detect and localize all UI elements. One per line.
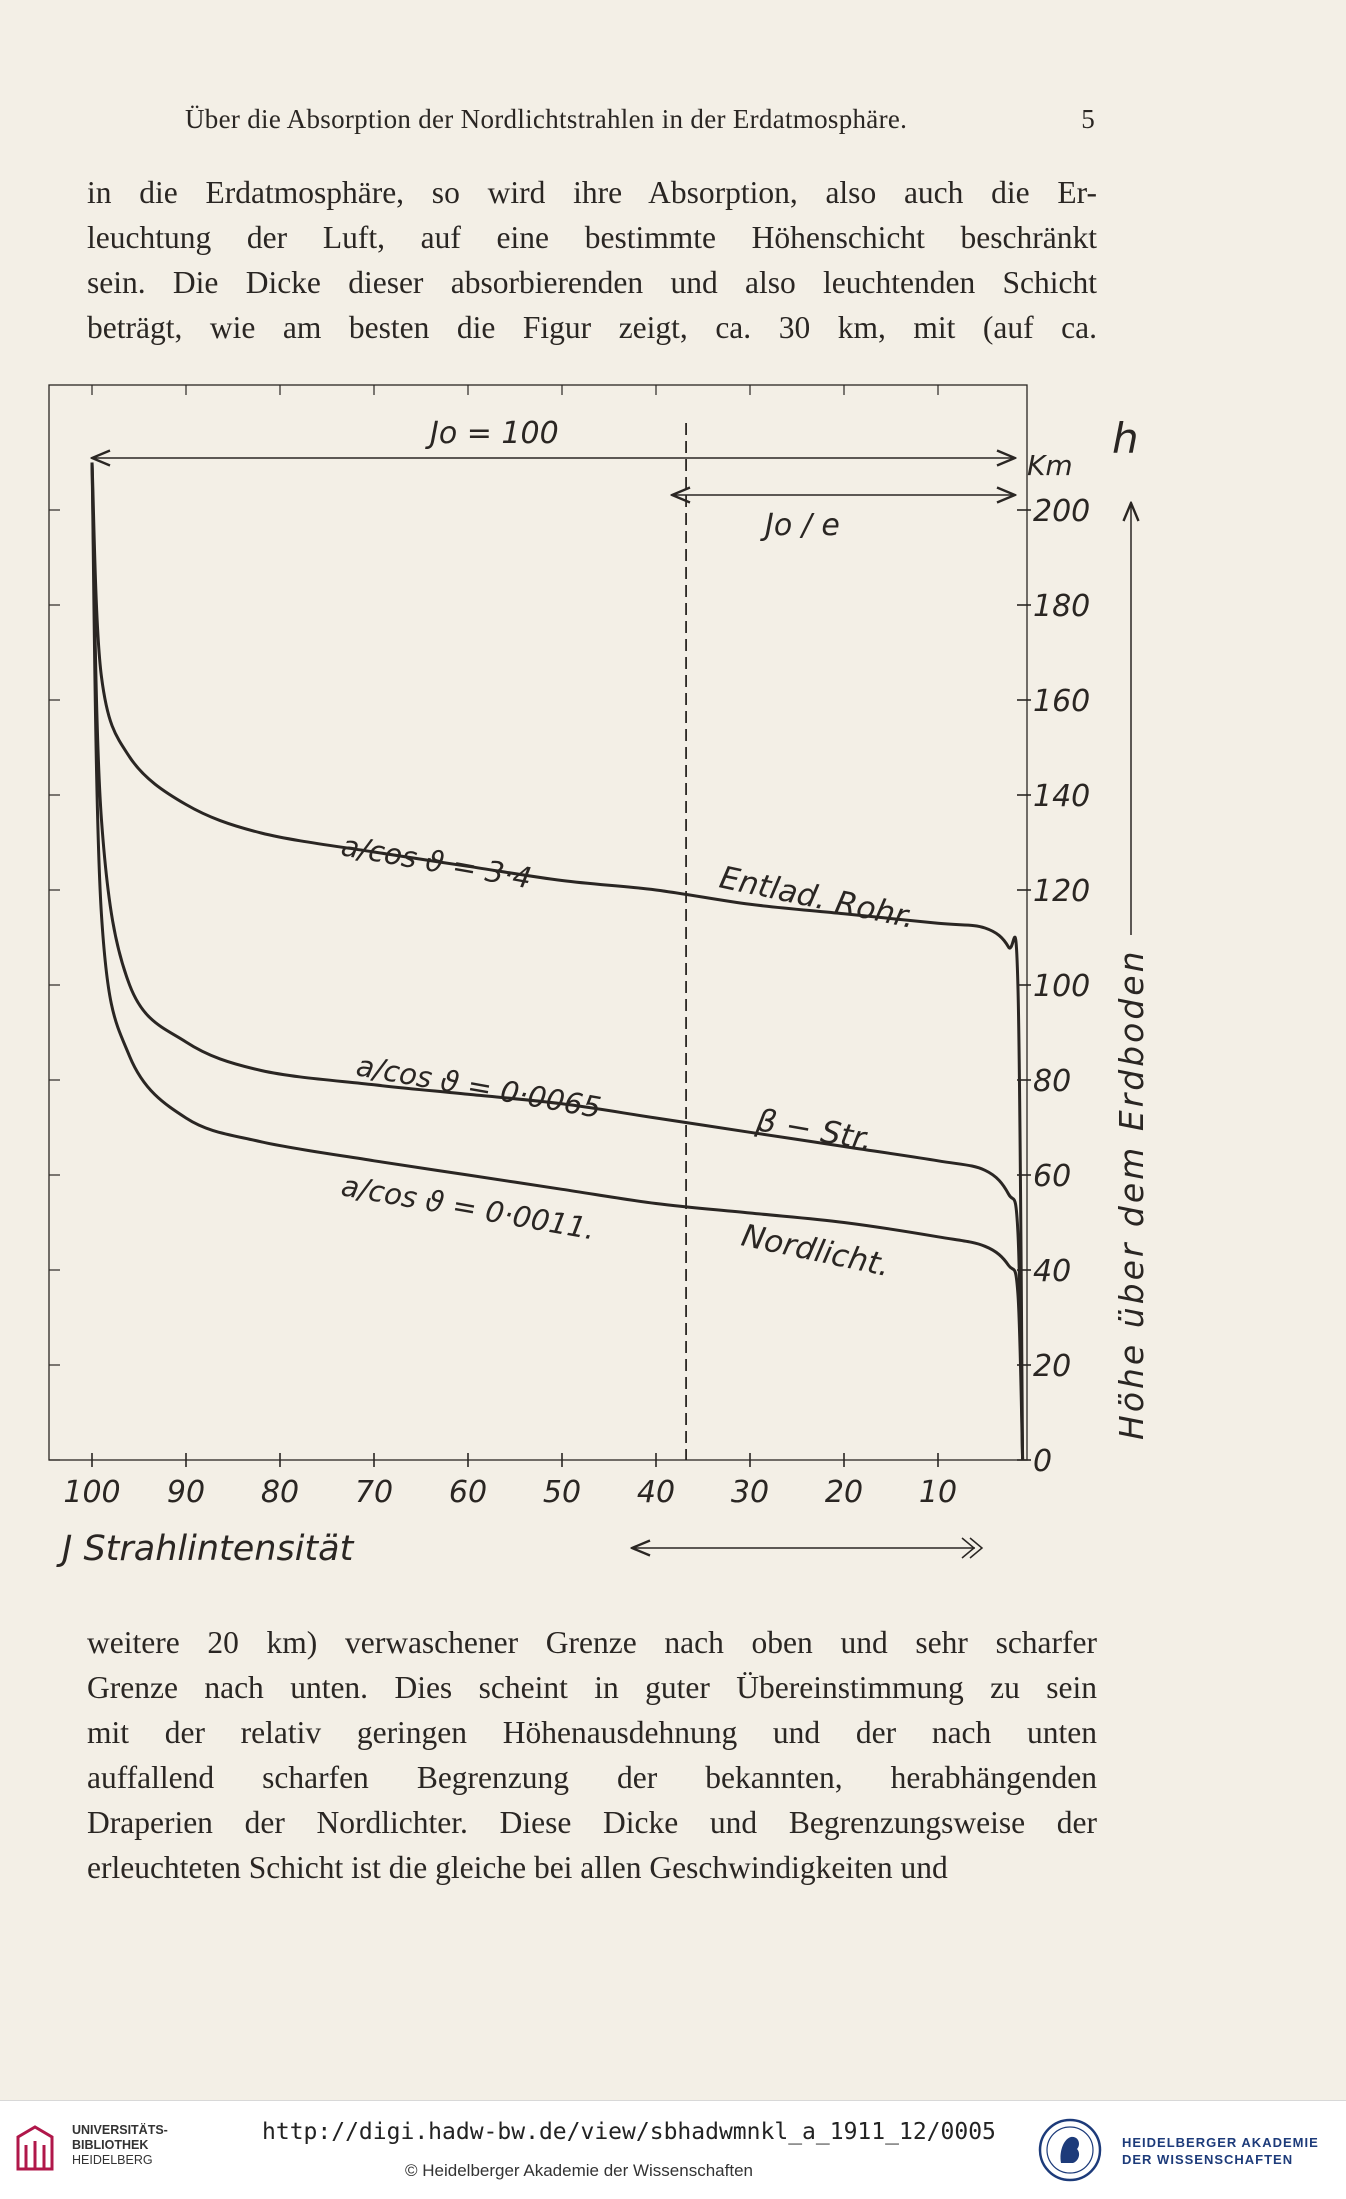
y-tick-label: 200: [1033, 494, 1091, 529]
paragraph-top: [87, 170, 1097, 350]
middle-curve-name: β − Str.: [753, 1102, 876, 1159]
middle-curve-parameter: a/cos ϑ = 0·0065: [353, 1048, 604, 1125]
academy-seal-icon: [1037, 2117, 1103, 2183]
ub-line-1: UNIVERSITÄTS-: [72, 2123, 168, 2137]
upper-curve-parameter: a/cos ϑ = 3·4: [338, 828, 535, 896]
x-tick-label: 60: [448, 1475, 488, 1510]
y-tick-label: 180: [1033, 589, 1091, 624]
y-tick-marks: [1017, 494, 1090, 1479]
copyright-notice: © Heidelberger Akademie der Wissenschaften: [405, 2161, 753, 2180]
text-line: leuchtung der Luft, auf eine bestimmte Höhenschicht beschränkt: [87, 220, 1097, 255]
running-title: Über die Absorption der Nordlichtstrahlen in der Erdatmosphäre.: [185, 104, 908, 134]
x-tick-label: 40: [636, 1475, 676, 1510]
middle-curve: [92, 463, 1023, 1461]
y-axis-title: Höhe über dem Erdboden: [1112, 948, 1151, 1440]
y-tick-label: 60: [1033, 1159, 1072, 1194]
x-axis-title: J Strahlintensität: [62, 1529, 354, 1569]
y-tick-label: 120: [1033, 874, 1091, 909]
text-line: beträgt, wie am besten die Figur zeigt, ca. 30 km, mit (auf ca.: [87, 310, 1097, 345]
ub-line-3: HEIDELBERG: [72, 2153, 153, 2167]
left-tick-marks: [49, 510, 60, 1460]
text-line: weitere 20 km) verwaschener Grenze nach oben und sehr scharfer: [87, 1625, 1097, 1660]
university-library-name: [72, 2123, 168, 2168]
permalink-url[interactable]: http://digi.hadw-bw.de/view/sbhadwmnkl_a_1911_12/0005: [262, 2119, 996, 2145]
x-tick-label: 90: [166, 1475, 206, 1510]
y-tick-label: 80: [1033, 1064, 1072, 1099]
y-tick-label: 140: [1033, 779, 1091, 814]
academy-name: [1122, 2134, 1319, 2168]
viewer-footer: [0, 2100, 1346, 2199]
text-line: sein. Die Dicke dieser absorbierenden und also leuchtenden Schicht: [87, 265, 1097, 300]
y-tick-label: 100: [1033, 969, 1091, 1004]
y-tick-label: 0: [1033, 1444, 1053, 1479]
km-unit-label: Km: [1027, 449, 1073, 482]
academy-line-2: DER WISSENSCHAFTEN: [1122, 2152, 1294, 2167]
curve-group: [92, 463, 1023, 1461]
y-tick-label: 20: [1033, 1349, 1072, 1384]
x-tick-label: 50: [542, 1475, 582, 1510]
h-label: h: [1112, 414, 1139, 463]
lower-curve: [92, 463, 1023, 1461]
page-number: 5: [1081, 104, 1095, 134]
x-tick-label: 30: [730, 1475, 770, 1510]
x-tick-marks: [63, 385, 957, 1510]
i0-label: Jo = 100: [430, 416, 559, 451]
lower-curve-parameter: a/cos ϑ = 0·0011.: [338, 1168, 598, 1247]
paragraph-bottom: [87, 1620, 1097, 1890]
y-tick-label: 160: [1033, 684, 1091, 719]
x-tick-label: 10: [918, 1475, 958, 1510]
university-library-logo: [14, 2123, 56, 2175]
x-tick-label: 20: [824, 1475, 864, 1510]
text-line: erleuchteten Schicht ist die gleiche bei allen Geschwindigkeiten und: [87, 1850, 948, 1885]
x-tick-label: 70: [354, 1475, 394, 1510]
x-tick-label: 100: [63, 1475, 121, 1510]
text-line: Draperien der Nordlichter. Diese Dicke und Begrenzungsweise der: [87, 1805, 1097, 1840]
text-line: in die Erdatmosphäre, so wird ihre Absorption, also auch die Er-: [87, 175, 1097, 210]
text-line: Grenze nach unten. Dies scheint in guter Übereinstimmung zu sein: [87, 1670, 1097, 1705]
upper-curve-name: Entlad. Rohr.: [716, 859, 918, 937]
i0-e-label: Jo / e: [765, 508, 840, 543]
text-line: mit der relativ geringen Höhenausdehnung und der nach unten: [87, 1715, 1097, 1750]
upper-curve: [92, 463, 1023, 1461]
height-intensity-figure: [0, 375, 1346, 1615]
lower-curve-name: Nordlicht.: [738, 1217, 894, 1285]
ub-line-2: BIBLIOTHEK: [72, 2138, 149, 2152]
text-line: auffallend scharfen Begrenzung der bekannten, herabhängenden: [87, 1760, 1097, 1795]
academy-line-1: HEIDELBERGER AKADEMIE: [1122, 2135, 1319, 2150]
x-tick-label: 80: [260, 1475, 300, 1510]
y-tick-label: 40: [1033, 1254, 1072, 1289]
